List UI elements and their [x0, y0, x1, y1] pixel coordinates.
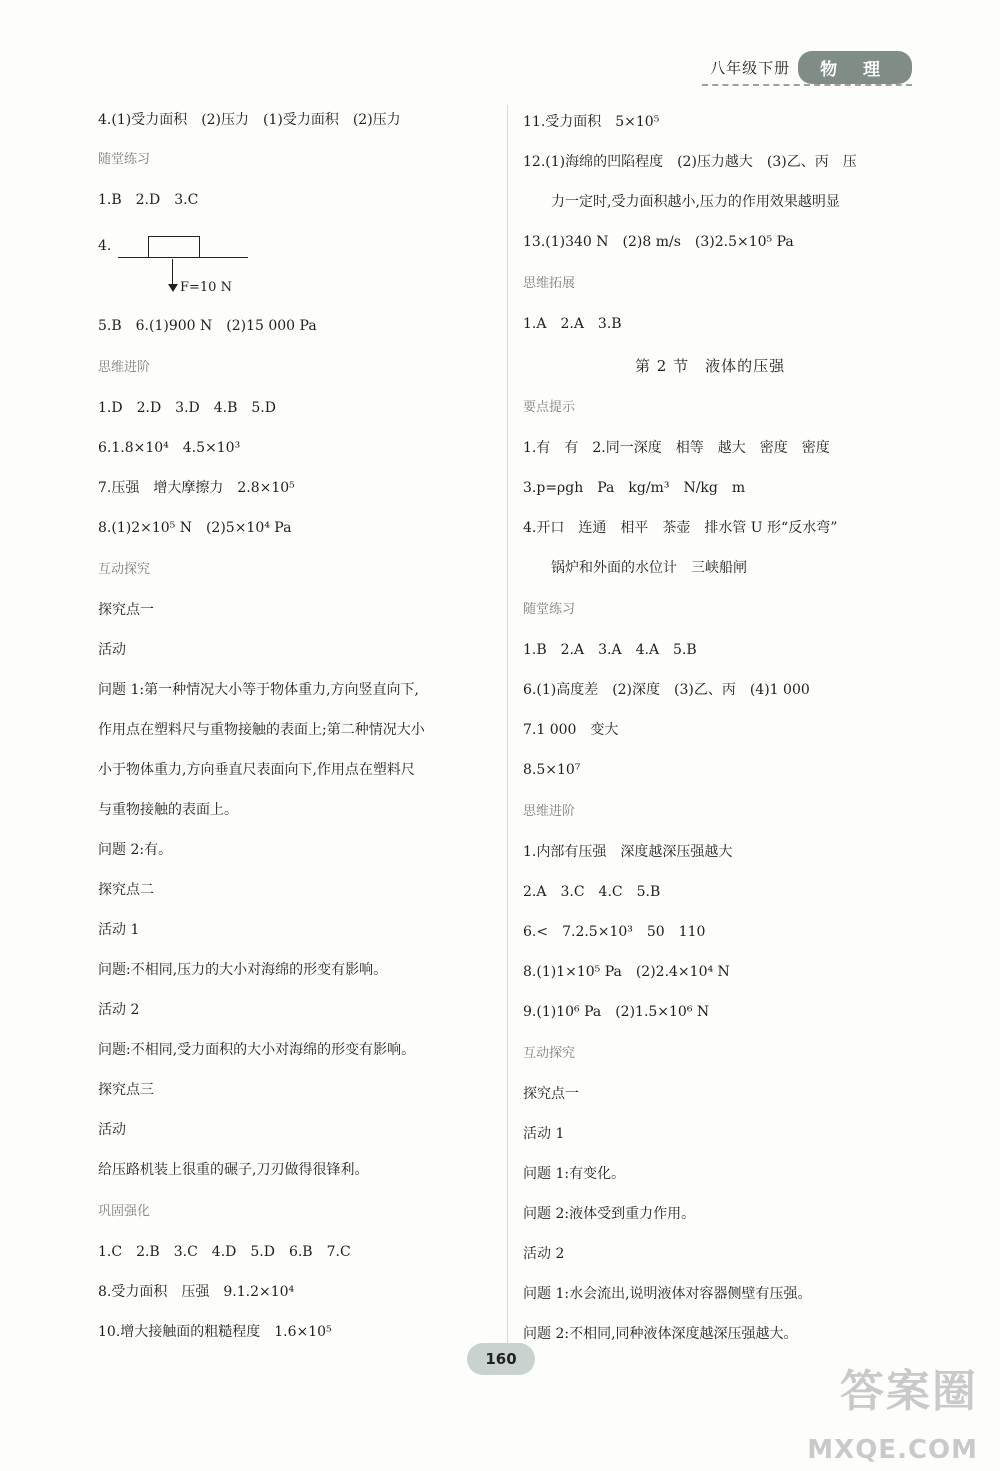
answer-line: 1.B 2.D 3.C — [98, 192, 199, 208]
answer-line: 问题:不相同,压力的大小对海绵的形变有影响。 — [98, 962, 388, 978]
section-heading: 思维拓展 — [523, 276, 576, 291]
answer-line: 问题 2:有。 — [98, 842, 173, 858]
answer-line: 探究点三 — [98, 1082, 154, 1098]
answer-line: 问题 2:液体受到重力作用。 — [523, 1206, 696, 1222]
answer-line: 活动 1 — [523, 1126, 565, 1142]
answer-line: 活动 2 — [523, 1246, 565, 1262]
answer-line: 11.受力面积 5×10⁵ — [523, 114, 660, 130]
section-heading: 思维进阶 — [523, 804, 576, 819]
answer-line: 6.(1)高度差 (2)深度 (3)乙、丙 (4)1 000 — [523, 682, 810, 698]
answer-line: 探究点二 — [98, 882, 154, 898]
section-heading: 随堂练习 — [98, 152, 151, 167]
watermark-top: 答案圈 — [840, 1366, 978, 1417]
answer-line: 1.D 2.D 3.D 4.B 5.D — [98, 400, 276, 416]
subject-badge: 物 理 — [798, 51, 912, 84]
answer-line: 给压路机装上很重的碾子,刀刃做得很锋利。 — [98, 1162, 369, 1178]
answer-line: 7.1 000 变大 — [523, 722, 619, 738]
watermark-logo — [788, 1355, 978, 1465]
answer-line: 4.开口 连通 相平 茶壶 排水管 U 形“反水弯” — [523, 520, 838, 536]
section-heading: 互动探究 — [98, 562, 151, 577]
answer-line: 小于物体重力,方向垂直尺表面向下,作用点在塑料尺 — [98, 762, 415, 778]
answer-line: 问题 1:第一种情况大小等于物体重力,方向竖直向下, — [98, 682, 419, 698]
header-rule — [702, 84, 912, 86]
page-header — [710, 50, 912, 84]
page-number: 160 — [467, 1343, 535, 1375]
answer-line: 1.A 2.A 3.B — [523, 316, 622, 332]
answer-line: 2.A 3.C 4.C 5.B — [523, 884, 661, 900]
answer-line: 问题 1:有变化。 — [523, 1166, 626, 1182]
section-heading: 随堂练习 — [523, 602, 576, 617]
answer-line: 5.B 6.(1)900 N (2)15 000 Pa — [98, 318, 317, 334]
answer-line: 问题 2:不相同,同种液体深度越深压强越大。 — [523, 1326, 798, 1342]
answer-line: 1.B 2.A 3.A 4.A 5.B — [523, 642, 697, 658]
answer-line: 6.1.8×10⁴ 4.5×10³ — [98, 440, 241, 456]
answer-line: 锅炉和外面的水位计 三峡船闸 — [551, 560, 747, 576]
answer-line: 8.受力面积 压强 9.1.2×10⁴ — [98, 1284, 295, 1300]
force-diagram — [98, 230, 258, 300]
answer-line: 4.(1)受力面积 (2)压力 (1)受力面积 (2)压力 — [98, 112, 401, 128]
answer-line: 1.内部有压强 深度越深压强越大 — [523, 844, 733, 860]
answer-line: 活动 2 — [98, 1002, 140, 1018]
answer-line: 8.(1)2×10⁵ N (2)5×10⁴ Pa — [98, 520, 292, 536]
ground-line — [118, 257, 248, 258]
section-heading: 要点提示 — [523, 400, 576, 415]
block-shape — [148, 236, 200, 258]
answer-line: 1.有 有 2.同一深度 相等 越大 密度 密度 — [523, 440, 830, 456]
arrow-head-icon — [168, 284, 178, 292]
answer-line: 探究点一 — [523, 1086, 579, 1102]
answer-line: 力一定时,受力面积越小,压力的作用效果越明显 — [551, 194, 840, 210]
answer-line: 8.5×10⁷ — [523, 762, 581, 778]
answer-line: 活动 — [98, 1122, 126, 1138]
section-title: 第 2 节 液体的压强 — [635, 357, 786, 375]
answer-line: 13.(1)340 N (2)8 m/s (3)2.5×10⁵ Pa — [523, 234, 794, 250]
answer-line: 3.p=ρgh Pa kg/m³ N/kg m — [523, 480, 746, 496]
answer-line: 活动 1 — [98, 922, 140, 938]
section-heading: 互动探究 — [523, 1046, 576, 1061]
force-arrow — [172, 259, 173, 287]
answer-line: 问题 1:水会流出,说明液体对容器侧壁有压强。 — [523, 1286, 812, 1302]
answer-line: 探究点一 — [98, 602, 154, 618]
section-heading: 巩固强化 — [98, 1204, 151, 1219]
answer-line: 问题:不相同,受力面积的大小对海绵的形变有影响。 — [98, 1042, 416, 1058]
answer-line: 12.(1)海绵的凹陷程度 (2)压力越大 (3)乙、丙 压 — [523, 154, 857, 170]
grade-label: 八年级下册 — [710, 58, 791, 77]
answer-line: 作用点在塑料尺与重物接触的表面上;第二种情况大小 — [98, 722, 425, 738]
answer-line: 9.(1)10⁶ Pa (2)1.5×10⁶ N — [523, 1004, 710, 1020]
diagram-number: 4. — [98, 238, 112, 254]
answer-line: 8.(1)1×10⁵ Pa (2)2.4×10⁴ N — [523, 964, 730, 980]
answer-line: 10.增大接触面的粗糙程度 1.6×10⁵ — [98, 1324, 332, 1340]
column-divider — [507, 105, 508, 1345]
answer-line: 6.< 7.2.5×10³ 50 110 — [523, 924, 706, 940]
force-label: F=10 N — [180, 280, 232, 295]
answer-line: 活动 — [98, 642, 126, 658]
answer-line: 7.压强 增大摩擦力 2.8×10⁵ — [98, 480, 295, 496]
watermark-bottom: MXQE.COM — [807, 1435, 978, 1465]
answer-line: 1.C 2.B 3.C 4.D 5.D 6.B 7.C — [98, 1244, 351, 1260]
answer-line: 与重物接触的表面上。 — [98, 802, 238, 818]
section-heading: 思维进阶 — [98, 360, 151, 375]
